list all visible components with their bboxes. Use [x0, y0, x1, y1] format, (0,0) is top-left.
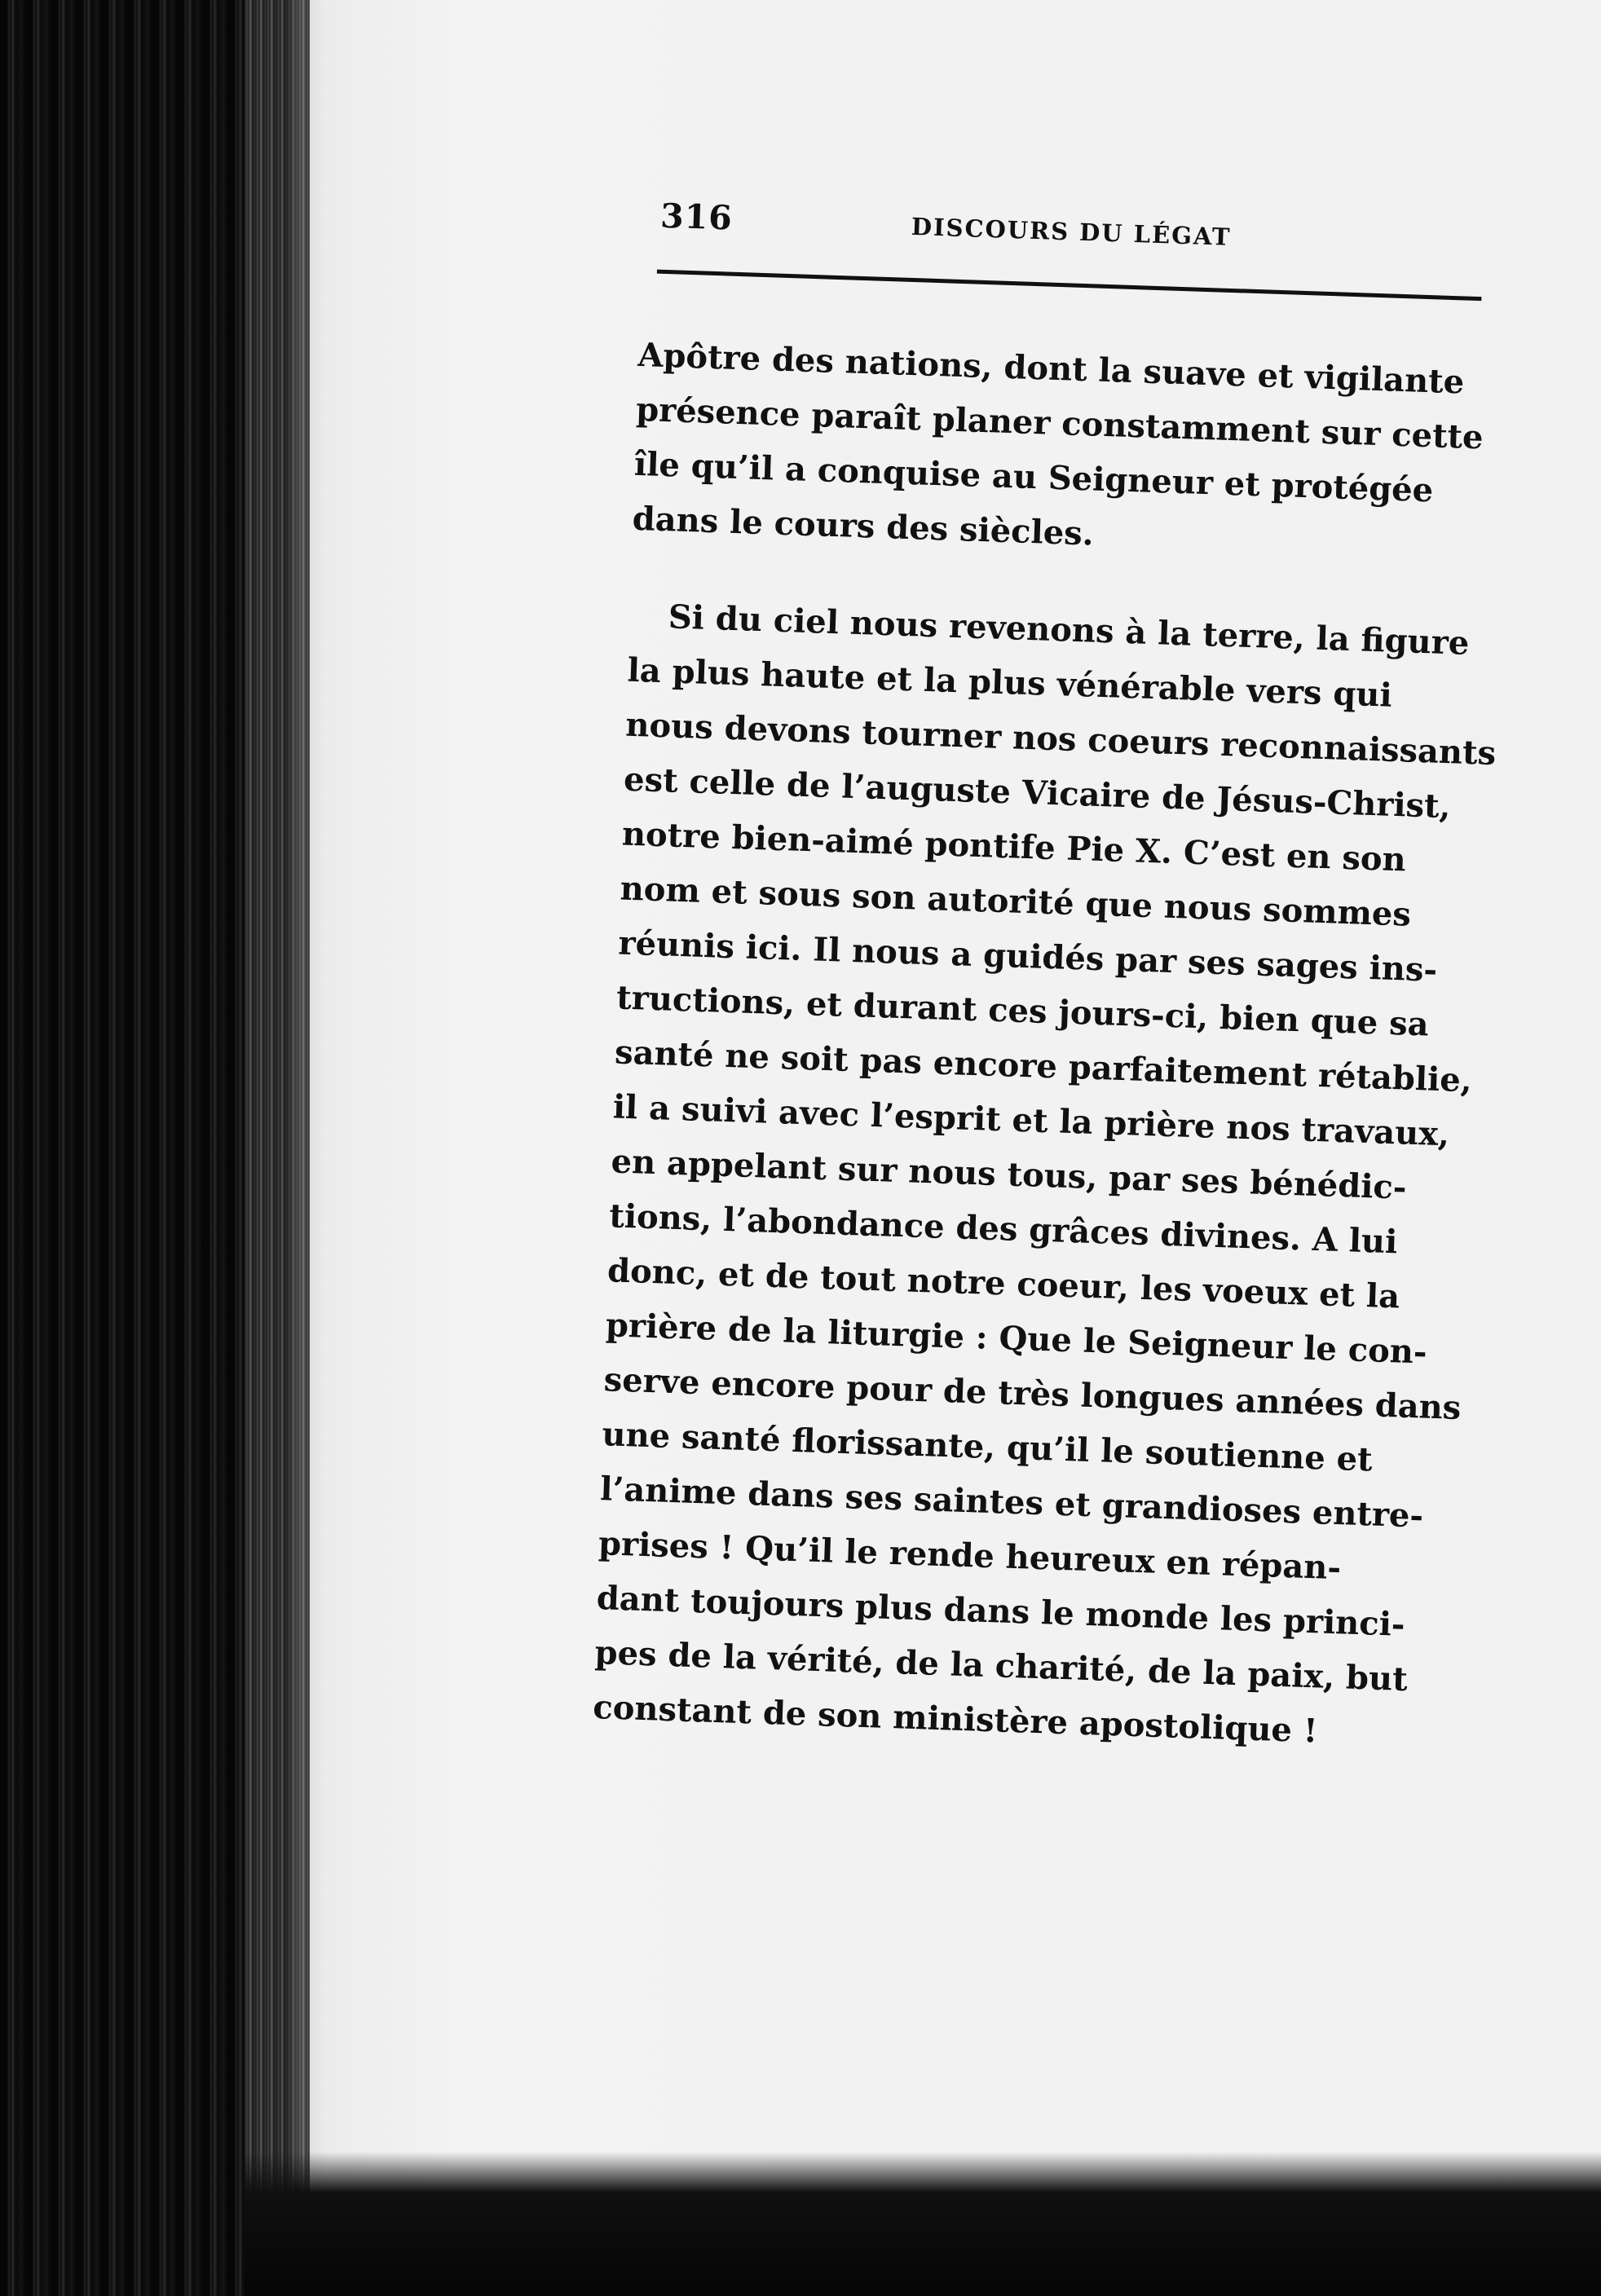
text-line: prises ! Qu’il le rende heureux en répan-: [598, 1524, 1342, 1588]
text-line: est celle de l’auguste Vicaire de Jésus-Christ,: [623, 760, 1452, 826]
text-line: tions, l’abondance des grâces divines. A lui: [608, 1196, 1399, 1262]
text-line: constant de son ministère apostolique !: [592, 1687, 1319, 1751]
paragraph-1: [632, 328, 1494, 575]
text-line: l’anime dans ses saintes et grandioses entre-: [599, 1470, 1424, 1536]
text-line: en appelant sur nous tous, par ses bénédic-: [610, 1142, 1408, 1207]
running-title: DISCOURS DU LÉGAT: [911, 212, 1233, 251]
text-line: présence paraît planer constamment sur cette: [635, 390, 1484, 457]
text-line: nom et sous son autorité que nous sommes: [620, 869, 1412, 934]
text-line: tructions, et durant ces jours-ci, bien que sa: [615, 978, 1430, 1044]
text-line: pes de la vérité, de la charité, de la paix, but: [593, 1633, 1409, 1699]
bottom-shadow: [245, 2152, 1601, 2296]
text-line: donc, et de tout notre coeur, les voeux et la: [606, 1251, 1400, 1316]
paragraph-2: [592, 588, 1497, 1763]
text-line: île qu’il a conquise au Seigneur et protégée: [633, 444, 1434, 510]
text-line: notre bien-aimé pontife Pie X. C’est en son: [621, 814, 1407, 879]
text-line: santé ne soit pas encore parfaitement rétablie,: [614, 1033, 1473, 1100]
text-line: prière de la liturgie : Que le Seigneur le con-: [605, 1306, 1428, 1372]
page-number: 316: [659, 196, 734, 238]
text-line: Si du ciel nous revenons à la terre, la figure: [668, 597, 1470, 663]
text-line: serve encore pour de très longues années dans: [603, 1360, 1462, 1428]
text-line: la plus haute et la plus vénérable vers qui: [626, 650, 1393, 715]
header-rule: [657, 270, 1482, 302]
text-line: nous devons tourner nos coeurs reconnaissants: [624, 705, 1497, 773]
text-line: réunis ici. Il nous a guidés par ses sages ins-: [617, 923, 1438, 989]
page-content: [592, 171, 1499, 1763]
text-line: dans le cours des siècles.: [632, 499, 1095, 553]
text-line: une santé florissante, qu’il le soutienne et: [601, 1415, 1374, 1479]
text-line: il a suivi avec l’esprit et la prière nos travaux,: [612, 1087, 1450, 1154]
text-line: dant toujours plus dans le monde les princi-: [596, 1579, 1406, 1644]
page-edges: [245, 0, 310, 2296]
text-line: Apôtre des nations, dont la suave et vigilante: [637, 335, 1465, 402]
